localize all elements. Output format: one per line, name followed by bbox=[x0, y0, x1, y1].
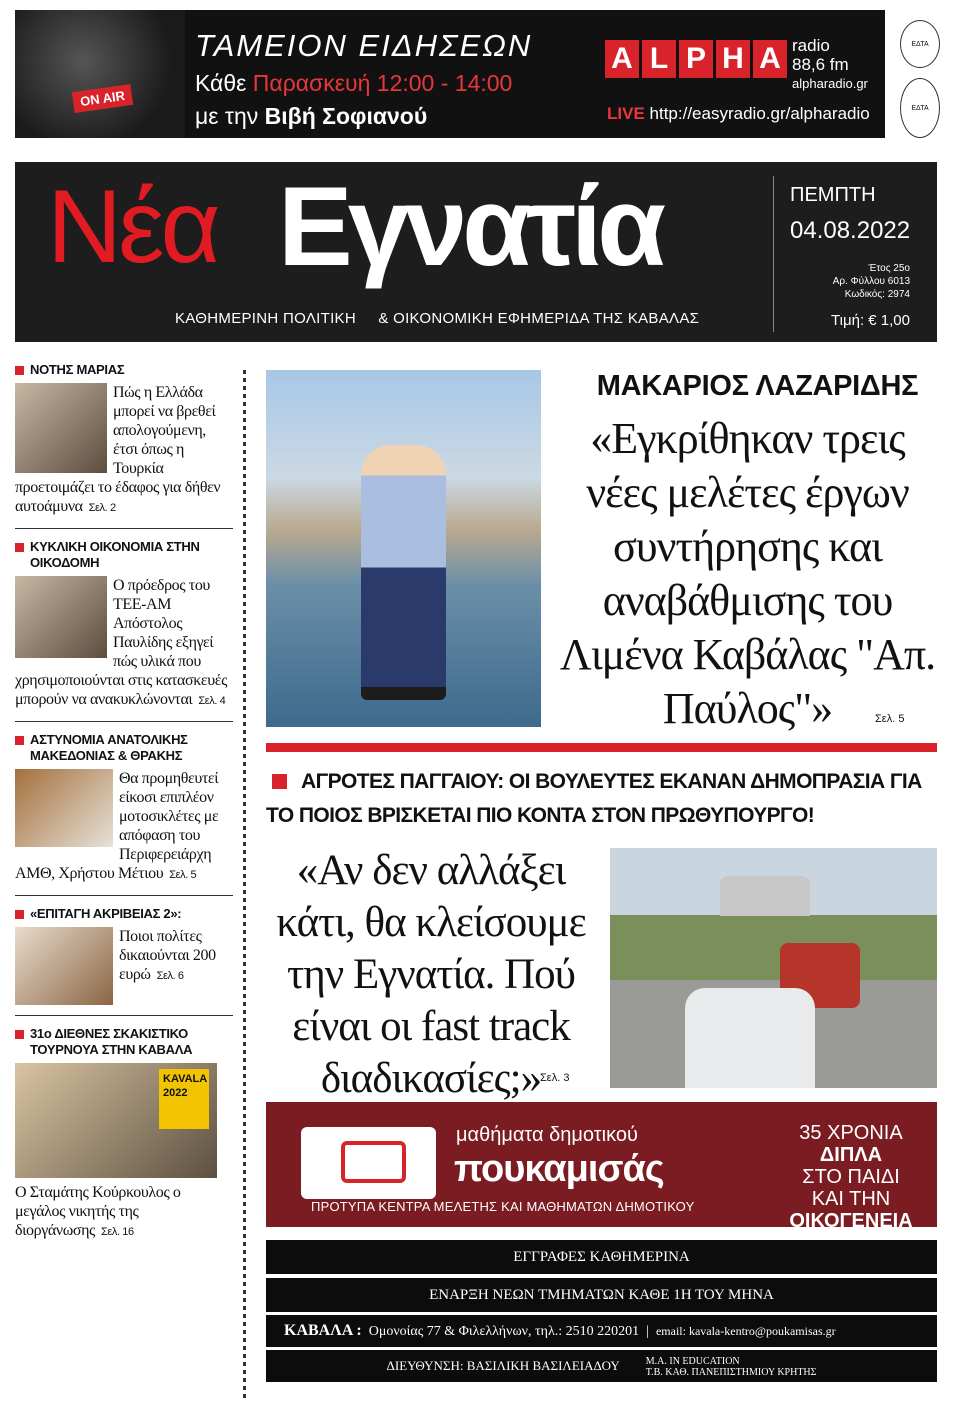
ad-email[interactable]: email: kavala-kentro@poukamisas.gr bbox=[655, 1324, 836, 1338]
brief-item[interactable] bbox=[15, 1026, 233, 1242]
tractors-road-photo bbox=[610, 848, 937, 1088]
edta-stamp: ΕΔΤΑ bbox=[900, 20, 940, 68]
red-square-icon bbox=[15, 1030, 24, 1039]
alpha-letter: H bbox=[716, 40, 750, 78]
chess-tournament-photo bbox=[15, 1063, 217, 1178]
ad-row-address: ΚΑΒΑΛΑ : Ομονοίας 77 & Φιλελλήνων, τηλ.: 2510 220201 | email: kavala-kentro@poukamisas.gr bbox=[266, 1315, 937, 1347]
story1-page-ref: Σελ. 5 bbox=[875, 713, 905, 725]
red-square-icon bbox=[272, 774, 287, 789]
left-column bbox=[15, 362, 233, 1242]
red-square-icon bbox=[15, 543, 24, 552]
issue-info bbox=[790, 262, 910, 301]
ad-slogan bbox=[776, 1122, 926, 1232]
radio-info bbox=[792, 36, 868, 93]
banner-title: ΤΑΜΕΙΟΝ ΕΙΔΗΣΕΩΝ bbox=[195, 28, 533, 63]
ad-slogan-line: ΣΤΟ ΠΑΙΔΙ bbox=[802, 1166, 900, 1188]
silos-shape bbox=[720, 876, 810, 916]
divider bbox=[15, 895, 233, 896]
tournament-poster: KAVALA 2022 bbox=[159, 1069, 209, 1129]
page-ref: Σελ. 16 bbox=[100, 1226, 134, 1238]
masthead-divider bbox=[773, 176, 774, 332]
edta-seal: ΕΔΤΑ bbox=[900, 78, 940, 138]
ad-brand: πουκαμισάς bbox=[454, 1148, 664, 1190]
brief-text: Πώς η Ελλάδα μπορεί να βρεθεί απολογούμενη, έτσι όπως η Τουρκία προετοιμάζει το έδαφος για δήθεν αυτοάμυνα bbox=[15, 384, 221, 515]
ad-tagline: ΠΡΟΤΥΠΑ ΚΕΝΤΡΑ ΜΕΛΕΤΗΣ ΚΑΙ ΜΑΘΗΜΑΤΩΝ ΔΗΜΟΤΙΚΟΥ bbox=[311, 1199, 695, 1214]
alpha-letter: A bbox=[605, 40, 639, 78]
ad-slogan-line: ΔΙΠΛΑ bbox=[819, 1144, 883, 1166]
brief-header: ΑΣΤΥΝΟΜΙΑ ΑΝΑΤΟΛΙΚΗΣ ΜΑΚΕΔΟΝΙΑΣ & ΘΡΑΚΗΣ bbox=[15, 732, 233, 764]
issue-sheet: Αρ. Φύλλου 6013 bbox=[832, 276, 910, 287]
page-ref: Σελ. 6 bbox=[156, 970, 184, 982]
brief-text: Θα προμηθευτεί είκοσι επιπλέον μοτοσικλέτες με απόφαση του Περιφερειάρχη ΑΜΘ, Χρήστου Μέτιου bbox=[15, 770, 219, 882]
brief-item[interactable] bbox=[15, 362, 233, 518]
masthead-subtitle: ΚΑΘΗΜΕΡΙΝΗ ΠΟΛΙΤΙΚΗ & ΟΙΚΟΝΟΜΙΚΗ ΕΦΗΜΕΡΙΔΑ ΤΗΣ ΚΑΒΑΛΑΣ bbox=[175, 310, 700, 327]
brief-header: «ΕΠΙΤΑΓΗ ΑΚΡΙΒΕΙΑΣ 2»: bbox=[15, 906, 233, 922]
officials-photo bbox=[15, 769, 113, 847]
on-air-badge: ON AIR bbox=[72, 84, 133, 113]
radio-ad-banner bbox=[15, 10, 885, 138]
red-square-icon bbox=[15, 910, 24, 919]
issue-code: Κωδικός: 2974 bbox=[844, 289, 910, 300]
alpha-letter: L bbox=[642, 40, 676, 78]
smiley-icon bbox=[341, 1141, 406, 1183]
story1-headline[interactable]: «Εγκρίθηκαν τρεις νέες μελέτες έργων συντήρησης και αναβάθμισης του Λιμένα Καβάλας "Απ. Παύλος"» bbox=[559, 414, 936, 733]
radio-site: alpharadio.gr bbox=[792, 76, 868, 91]
man-figure bbox=[361, 445, 446, 700]
portrait-photo bbox=[15, 576, 107, 658]
story2-kicker: ΑΓΡΟΤΕΣ ΠΑΓΓΑΙΟΥ: ΟΙ ΒΟΥΛΕΥΤΕΣ ΕΚΑΝΑΝ ΔΗΜΟΠΡΑΣΙΑ ΓΙΑ ΤΟ ΠΟΙΟΣ ΒΡΙΣΚΕΤΑΙ ΠΙΟ ΚΟΝΤΑ ΣΤΟΝ ΠΡΩΘΥΠΟΥΡΓΟ! bbox=[266, 770, 922, 827]
brief-header: ΝΟΤΗΣ ΜΑΡΙΑΣ bbox=[15, 362, 233, 378]
ad-slogan-line: 35 ΧΡΟΝΙΑ bbox=[799, 1122, 903, 1144]
microphone-image bbox=[15, 10, 185, 138]
poukamisas-ad[interactable] bbox=[266, 1102, 937, 1232]
banner-schedule: Κάθε Παρασκευή 12:00 - 14:00 bbox=[195, 70, 513, 96]
brief-item[interactable] bbox=[15, 732, 233, 885]
harbor-portrait-photo bbox=[266, 370, 541, 727]
issue-day: ΠΕΜΠΤΗ bbox=[790, 184, 876, 206]
brief-item[interactable] bbox=[15, 906, 233, 1005]
story1-kicker: ΜΑΚΑΡΙΟΣ ΛΑΖΑΡΙΔΗΣ bbox=[596, 370, 919, 402]
divider bbox=[15, 721, 233, 722]
masthead-name-red: Νέα bbox=[47, 169, 217, 285]
column-divider bbox=[243, 370, 246, 1400]
divider bbox=[15, 528, 233, 529]
wallet-photo bbox=[15, 927, 113, 1005]
masthead-name-white: Εγνατία bbox=[278, 164, 662, 289]
red-separator bbox=[266, 743, 937, 752]
page-ref: Σελ. 4 bbox=[198, 695, 226, 707]
radio-frequency: 88,6 fm bbox=[792, 55, 849, 74]
brief-item[interactable] bbox=[15, 539, 233, 711]
story2-page-ref: Σελ. 3 bbox=[540, 1072, 570, 1084]
divider bbox=[15, 1015, 233, 1016]
portrait-photo bbox=[15, 383, 107, 473]
radio-word: radio bbox=[792, 36, 830, 55]
brief-text: Ο πρόεδρος του ΤΕΕ-ΑΜ Απόστολος Παυλίδης εξηγεί πώς υλικά που χρησιμοποιούνται στις κατασκευές μπορούν να ανακυκλώνονται bbox=[15, 577, 228, 708]
banner-host: με την Βιβή Σοφιανού bbox=[195, 103, 428, 129]
ad-line1: μαθήματα δημοτικού bbox=[456, 1124, 638, 1146]
ad-row-registrations: ΕΓΓΡΑΦΕΣ ΚΑΘΗΜΕΡΙΝΑ bbox=[266, 1240, 937, 1274]
red-square-icon bbox=[15, 366, 24, 375]
brief-header: ΚΥΚΛΙΚΗ ΟΙΚΟΝΟΜΙΑ ΣΤΗΝ ΟΙΚΟΔΟΜΗ bbox=[15, 539, 233, 571]
alpha-letter: A bbox=[753, 40, 787, 78]
issue-year: Έτος 25ο bbox=[868, 263, 910, 274]
alpha-logo bbox=[605, 40, 787, 78]
ad-row-director: ΔΙΕΥΘΥΝΣΗ: ΒΑΣΙΛΙΚΗ ΒΑΣΙΛΕΙΑΔΟΥ M.A. IN EDUCATION Τ.Β. ΚΑΘ. ΠΑΝΕΠΙΣΤΗΜΙΟΥ ΚΡΗΤΗΣ bbox=[266, 1350, 937, 1382]
ad-degrees: M.A. IN EDUCATION Τ.Β. ΚΑΘ. ΠΑΝΕΠΙΣΤΗΜΙΟΥ ΚΡΗΤΗΣ bbox=[645, 1356, 817, 1379]
live-stream-link[interactable]: LIVE http://easyradio.gr/alpharadio bbox=[607, 104, 870, 123]
red-square-icon bbox=[15, 736, 24, 745]
ad-logo bbox=[301, 1127, 436, 1199]
issue-date: 04.08.2022 bbox=[790, 217, 911, 244]
masthead bbox=[15, 162, 937, 342]
story2-headline[interactable]: «Αν δεν αλλάξει κάτι, θα κλείσουμε την Εγνατία. Πού είναι οι fast track διαδικασίες;» bbox=[276, 847, 586, 1102]
alpha-letter: P bbox=[679, 40, 713, 78]
page-ref: Σελ. 2 bbox=[88, 502, 116, 514]
car-shape bbox=[685, 988, 815, 1088]
issue-price: Τιμή: € 1,00 bbox=[831, 312, 910, 329]
ad-row-new-classes: ΕΝΑΡΞΗ ΝΕΩΝ ΤΜΗΜΑΤΩΝ ΚΑΘΕ 1Η ΤΟΥ ΜΗΝΑ bbox=[266, 1278, 937, 1312]
brief-text: Ποιοι πολίτες δικαιούνται 200 ευρώ bbox=[119, 928, 216, 983]
brief-header: 31ο ΔΙΕΘΝΕΣ ΣΚΑΚΙΣΤΙΚΟ ΤΟΥΡΝΟΥΑ ΣΤΗΝ ΚΑΒΑΛΑ bbox=[15, 1026, 233, 1058]
brief-text: Ο Σταμάτης Κούρκουλος ο μεγάλος νικητής της διοργάνωσης bbox=[15, 1184, 181, 1239]
ad-slogan-line: ΟΙΚΟΓΕΝΕΙΑ bbox=[789, 1210, 913, 1232]
ad-slogan-line: ΚΑΙ ΤΗΝ bbox=[811, 1188, 891, 1210]
page-ref: Σελ. 5 bbox=[169, 869, 197, 881]
